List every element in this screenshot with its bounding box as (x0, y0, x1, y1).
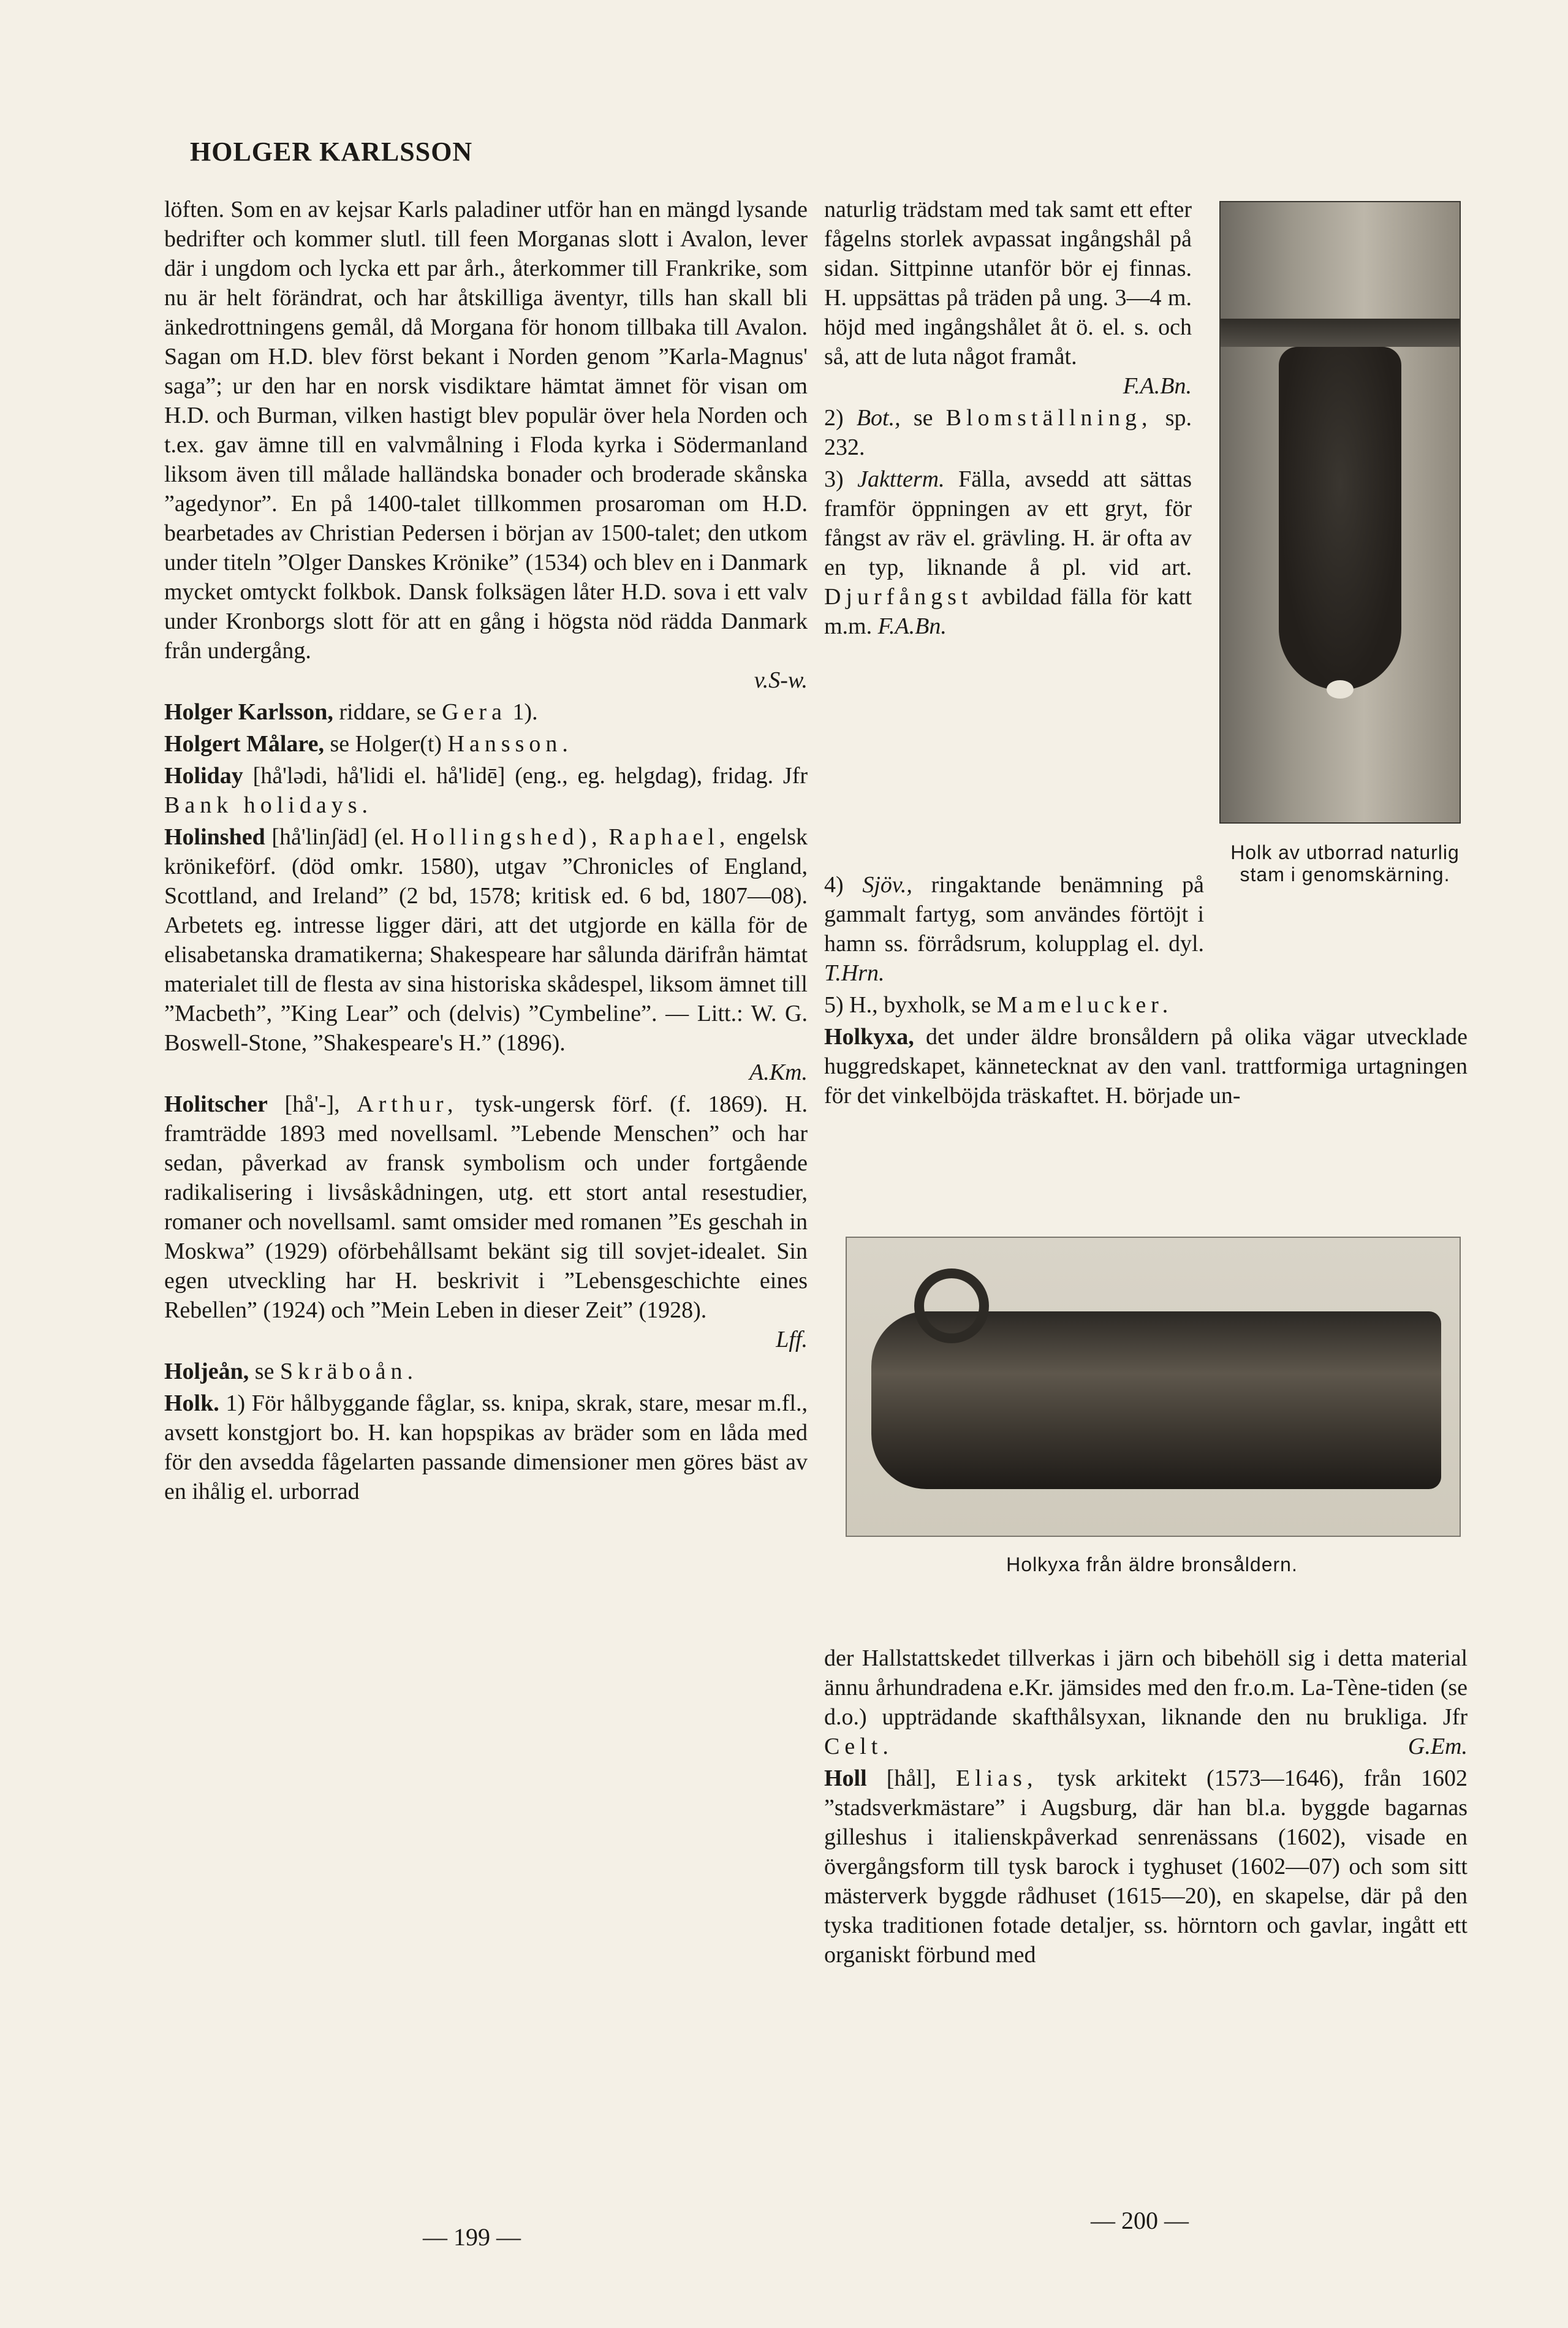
headword: Holl (824, 1765, 867, 1791)
cross-reference: Gera (442, 699, 507, 725)
holger-danske-continuation: löften. Som en av kejsar Karls paladiner utför han en mängd lysande bedrifter och kommer slutl. till feen Morganas slott i Avalon, lever där i ungdom och lycka ett par årh., återkommer till Frankrike, som nu är helt förändrat, och har åtskilliga äventyr, tills han skall bli änkedrottningens gemål, då Morgana för honom tillbaka till Avalon. Sagan om H.D. blev först bekant i Norden genom ”Karla-Magnus' saga”; ur den har en norsk visdiktare hämtat ämnet för visan om H.D. och Burman, vilken hastigt blev populär över hela Norden och t.ex. gav ämne till en valvmålning i Floda kyrka i Södermanland liksom även till målade halländska bonader och broderade skånska ”agedynor”. En på 1400-talet tillkommen prosaroman om H.D. bearbetades av Christian Pedersen i början av 1500-talet; den utkom under titeln ”Olger Danskes Krönike” (1534) och blev en i Danmark mycket omtyckt folkbok. Dansk folksägen låter H.D. sova i ett valv under Kronborgs slott för att en gång i högsta nöd rädda Danmark från undergång. v.S-w. (164, 195, 808, 695)
holk-perch-bar (1221, 319, 1460, 347)
headword: Holkyxa, (824, 1024, 914, 1050)
entry-holgert-malare: Holgert Målare, se Holger(t) Hansson. (164, 731, 573, 757)
holkyxa-photo (846, 1237, 1461, 1537)
holkyxa-continuation: der Hallstattskedet tillverkas i järn och bibehöll sig i detta material ännu århundradena e.Kr. jämsides med den fr.o.m. La-Tène-tiden (se d.o.) uppträdande skafthålsyxan, liknande den nu brukliga. Jfr Celt. G.Em. (824, 1644, 1468, 1761)
signature: G.Em. (1407, 1734, 1468, 1759)
page-number-right: — 200 — (1091, 2207, 1189, 2234)
entry-holk: Holk. 1) För hålbyggande fåglar, ss. knipa, skrak, stare, mesar m.fl., avsett konstgjort bo. H. kan hopspikas av bräder som en låda med för den avsedda fågelarten passande dimensioner men göres bäst av en ihålig el. urborrad (164, 1390, 808, 1504)
headword: Holiday (164, 763, 243, 789)
holk-sense-4: 4) Sjöv., ringaktande benämning på gammalt fartyg, som användes förtöjt i hamn ss. förrådsrum, kolupplag el. dyl. T.Hrn. (824, 872, 1205, 986)
right-column-top (824, 195, 1192, 641)
holk-continuation: naturlig trädstam med tak samt ett efter fågelns storlek avpassat ingångshål på sidan. Sittpinne utanför bör ej finnas. H. uppsättas på träden på ung. 3—4 m. höjd med ingångshålet åt ö. el. s. och så, att de luta något framåt. F.A.Bn. (824, 195, 1192, 401)
holk-entrance-hole (1327, 680, 1354, 699)
right-column-middle (824, 870, 1468, 1110)
signature: v.S-w. (754, 667, 808, 693)
holk-sense-5: 5) H., byxholk, se Mamelucker. (824, 992, 1173, 1018)
signature: Lff. (776, 1327, 808, 1352)
signature: A.Km. (749, 1060, 808, 1085)
cross-reference: Hansson. (447, 731, 573, 757)
headword: Holitscher (164, 1091, 268, 1117)
entry-holinshed: Holinshed [hå'linʃäd] (el. Hollingshed), Raphael, engelsk krönikeförf. (död omkr. 1580), utgav ”Chronicles of England, Scottland, and Ireland” (2 bd, 1578; kritisk ed. 6 bd, 1807—08). Arbetets eg. intresse ligger däri, att det utgjorde en källa för de elisabetanska dramatikerna; Shakespeare har sålunda därifrån hämtat materialet till de flesta av sina historiska skådespel, liksom ämnet till ”Macbeth”, ”King Lear” och (delvis) ”Cymbeline”. — Litt.: W. G. Boswell-Stone, ”Shakespeare's H.” (1896). A.Km. (164, 822, 808, 1087)
running-head: HOLGER KARLSSON (190, 137, 473, 167)
signature: F.A.Bn. (877, 613, 947, 639)
holk-sense-2: 2) Bot., se Blomställning, sp. 232. (824, 405, 1192, 460)
right-column-bottom (824, 1644, 1468, 1970)
headword: Holger Karlsson, (164, 699, 333, 725)
entry-holjean: Holjeån, se Skräboån. (164, 1359, 418, 1384)
headword: Holgert Målare, (164, 731, 324, 757)
signature: F.A.Bn. (1123, 373, 1192, 399)
page-number-left: — 199 — (423, 2223, 521, 2251)
holk-caption: Holk av utborrad naturlig stam i genomskärning. (1230, 841, 1460, 885)
cross-reference: Bank holidays. (164, 792, 373, 818)
headword: Holjeån, (164, 1359, 249, 1384)
signature: T.Hrn. (824, 960, 885, 986)
entry-holkyxa: Holkyxa, det under äldre bronsåldern på olika vägar utvecklade huggredskapet, kännetecknat av den vanl. trattformiga urtagningen för det vinkelböjda träskaftet. H. började un- (824, 1024, 1468, 1109)
headword: Holinshed (164, 824, 265, 850)
entry-holl: Holl [hål], Elias, tysk arkitekt (1573—1646), från 1602 ”stadsverkmästare” i Augsburg, där han bl.a. byggde bagarnas gilleshus i italienskpåverkad senrenässans (1602), visade en övergångsform till tysk barock i tyghuset (1602—07) och som sitt mästerverk byggde rådhuset (1615—20), en skapelse, där på den tyska traditionen fotade detaljer, ss. hörntorn och gavlar, ingått ett organiskt förbund med (824, 1765, 1468, 1968)
holkyxa-caption: Holkyxa från äldre bronsåldern. (1006, 1553, 1298, 1575)
left-column (164, 195, 808, 1506)
cross-reference: Blomställning, (945, 405, 1153, 431)
holk-photo (1219, 201, 1461, 824)
cross-reference: Skräboån. (279, 1359, 418, 1384)
holk-sense-3: 3) Jaktterm. Fälla, avsedd att sättas framför öppningen av ett gryt, för fångst av räv el. grävling. H. är ofta av en typ, liknande å pl. vid art. Djurfångst avbildad fälla för katt m.m. F.A.Bn. (824, 466, 1192, 639)
cross-reference: Celt. (824, 1734, 893, 1759)
axe-side-loop (914, 1268, 989, 1343)
entry-holger-karlsson: Holger Karlsson, riddare, se Gera 1). (164, 699, 538, 725)
entry-holiday: Holiday [hå'lədi, hå'lidi el. hå'lidē] (eng., eg. helgdag), fridag. Jfr Bank holidays. (164, 763, 808, 818)
holk-trunk-cutaway (1279, 347, 1401, 690)
cross-reference: Mamelucker. (996, 992, 1173, 1018)
headword: Holk. (164, 1390, 219, 1416)
cross-reference: Djurfångst (824, 584, 973, 610)
cross-reference: Hollingshed), (411, 824, 602, 850)
entry-holitscher: Holitscher [hå'-], Arthur, tysk-ungersk förf. (f. 1869). H. framträdde 1893 med novellsaml. ”Lebende Menschen” och har sedan, påverkad av fransk symbolism och under fortgående radikalisering i livsåskådningen, utg. ett stort antal resestudier, romaner och novellsaml. samt omsider med romanen ”Es geschah in Moskwa” (1929) oförbehållsamt bekänt sig till sovjet-idealet. Sin egen utveckling har H. beskrivit i ”Lebensgeschichte eines Rebellen” (1924) och ”Mein Leben in dieser Zeit” (1928). Lff. (164, 1090, 808, 1354)
